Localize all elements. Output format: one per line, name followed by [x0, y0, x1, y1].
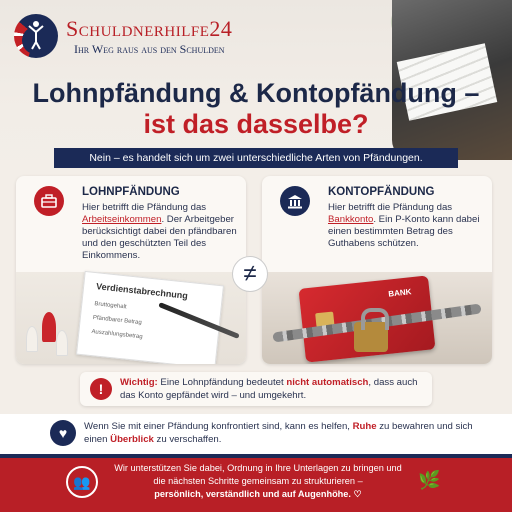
doc-row: Bruttogehalt [94, 301, 127, 311]
warning-text-part: Eine Lohnpfändung bedeutet [157, 377, 287, 388]
card-title: KONTOPFÄNDUNG [328, 186, 435, 198]
card-body [82, 202, 240, 262]
exclamation-icon: ! [90, 378, 112, 400]
padlock-icon [354, 322, 388, 352]
answer-banner: Nein – es handelt sich um zwei unterschiedliche Arten von Pfändungen. [54, 148, 458, 168]
kontopfaendung-card [262, 176, 492, 364]
logo-mark-icon [14, 14, 58, 58]
body-text: Hier betrifft die Pfändung das [82, 202, 207, 213]
person-raising-arms-icon [28, 20, 44, 50]
payslip-document [76, 271, 224, 364]
support-text [108, 462, 408, 501]
body-text: Hier betrifft die Pfändung das [328, 202, 453, 213]
logo[interactable] [14, 14, 244, 58]
payslip-image [16, 272, 246, 364]
heart-icon: ♥ [50, 420, 76, 446]
support-line-bold: persönlich, verständlich und auf Augenhöhe. ♡ [154, 489, 362, 499]
support-line: Wir unterstützen Sie dabei, Ordnung in Ihre Unterlagen zu bringen und die nächsten Schritte gemeinsam zu strukturieren – [114, 463, 402, 486]
body-highlight: Arbeitseinkommen [82, 214, 162, 225]
headline-line-2: ist das dasselbe? [143, 109, 369, 139]
headline-line-1: Lohnpfändung & Kontopfändung – [32, 78, 480, 108]
white-figure [26, 326, 38, 352]
advice-part: Wenn Sie mit einer Pfändung konfrontiert sind, kann es helfen, [84, 421, 353, 432]
advice-part: zu verschaffen. [153, 434, 222, 445]
brand-subtitle: Ihr Weg raus aus den Schulden [74, 42, 225, 56]
important-note [80, 372, 432, 406]
bank-icon [280, 186, 310, 216]
advice-text [84, 420, 484, 446]
warning-highlight: nicht automatisch [286, 377, 369, 388]
people-icon: 👥 [66, 466, 98, 498]
brand-title: Schuldnerhilfe24 [66, 16, 233, 41]
card-body [328, 202, 486, 250]
body-text: . Ein P-Konto kann dabei einen bestimmten Betrag des Guthabens schützen. [328, 214, 480, 249]
warning-label: Wichtig: [120, 377, 158, 388]
advice-section [0, 414, 512, 454]
support-banner [0, 454, 512, 512]
advice-highlight: Ruhe [352, 421, 377, 432]
lohnpfaendung-card [16, 176, 246, 364]
locked-bankcard-image [262, 272, 492, 364]
warning-text-part: , dass auch das Konto gepfändet wird – und umgekehrt. [120, 377, 418, 401]
red-figure [42, 312, 56, 342]
doc-row: Pfändbarer Betrag [92, 315, 142, 327]
not-equal-icon: ≠ [232, 256, 268, 292]
briefcase-icon [34, 186, 64, 216]
leaf-icon: 🌿 [418, 470, 441, 490]
page-title [0, 78, 512, 140]
advice-part: zu bewahren und sich einen [84, 421, 473, 445]
white-figure [56, 330, 68, 356]
bank-card-label: BANK [387, 287, 412, 299]
body-text: . Der Arbeitgeber berücksichtigt dabei den pfändbaren und den geschützten Teil des Einkommens. [82, 214, 237, 261]
advice-highlight: Überblick [110, 434, 154, 445]
card-title: LOHNPFÄNDUNG [82, 186, 180, 198]
doc-title: Verdienstabrechnung [95, 281, 189, 301]
body-highlight: Bankkonto [328, 214, 374, 225]
doc-row: Auszahlungsbetrag [91, 328, 143, 341]
warning-text [120, 376, 426, 402]
